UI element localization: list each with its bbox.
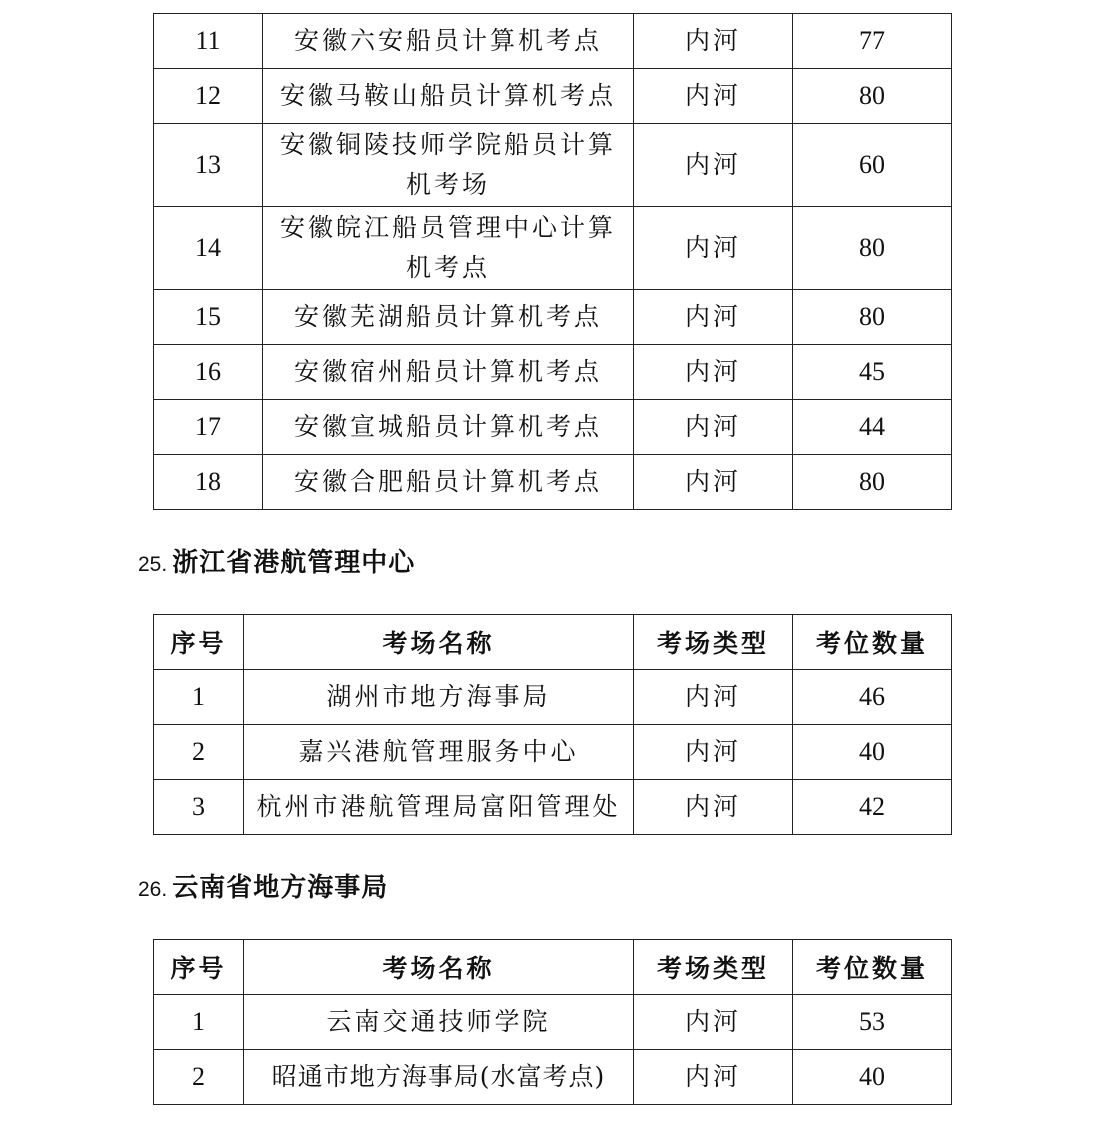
table-row: [154, 14, 952, 69]
row-number: 15: [154, 290, 263, 345]
section-title: 浙江省港航管理中心: [172, 548, 416, 578]
yunnan-exam-site-table: [153, 939, 952, 1105]
table-header-row: [154, 940, 952, 995]
seat-count: 80: [793, 207, 952, 290]
table-row: [154, 725, 952, 780]
row-number: 1: [154, 670, 244, 725]
section-number: 26.: [138, 878, 168, 901]
row-number: 2: [154, 1050, 244, 1105]
exam-site-type: 内河: [634, 1050, 793, 1105]
exam-site-name: 湖州市地方海事局: [244, 670, 634, 725]
seat-count: 45: [793, 345, 952, 400]
table-row: [154, 995, 952, 1050]
table-row: [154, 670, 952, 725]
table-row: [154, 69, 952, 124]
exam-site-type: 内河: [634, 780, 793, 835]
exam-site-name-line-1: 安徽铜陵技师学院船员计算: [279, 130, 616, 159]
row-number: 16: [154, 345, 263, 400]
exam-site-name: [263, 207, 634, 290]
seat-count: 77: [793, 14, 952, 69]
row-number: 11: [154, 14, 263, 69]
header-site-name: 考场名称: [244, 940, 634, 995]
exam-site-type: 内河: [634, 69, 793, 124]
seat-count: 80: [793, 455, 952, 510]
exam-site-type: 内河: [634, 400, 793, 455]
header-site-type: 考场类型: [634, 615, 793, 670]
exam-site-type: 内河: [634, 207, 793, 290]
seat-count: 42: [793, 780, 952, 835]
header-site-name: 考场名称: [244, 615, 634, 670]
exam-site-name: [263, 124, 634, 207]
seat-count: 44: [793, 400, 952, 455]
exam-site-name-line-2: 机考场: [405, 170, 490, 199]
table-row: [154, 1050, 952, 1105]
exam-site-name-line-2: 机考点: [405, 253, 490, 282]
exam-site-name-line-1: 安徽皖江船员管理中心计算: [279, 213, 616, 242]
header-site-type: 考场类型: [634, 940, 793, 995]
row-number: 12: [154, 69, 263, 124]
seat-count: 40: [793, 1050, 952, 1105]
exam-site-name: 安徽六安船员计算机考点: [263, 14, 634, 69]
table-row: [154, 400, 952, 455]
table-row: [154, 207, 952, 290]
exam-site-type: 内河: [634, 124, 793, 207]
table-row: [154, 124, 952, 207]
exam-site-type: 内河: [634, 725, 793, 780]
exam-site-name: 嘉兴港航管理服务中心: [244, 725, 634, 780]
seat-count: 80: [793, 69, 952, 124]
seat-count: 40: [793, 725, 952, 780]
header-number: 序号: [154, 940, 244, 995]
exam-site-type: 内河: [634, 670, 793, 725]
exam-site-name: 安徽马鞍山船员计算机考点: [263, 69, 634, 124]
section-number: 25.: [138, 553, 168, 576]
header-number: 序号: [154, 615, 244, 670]
table-header-row: [154, 615, 952, 670]
seat-count: 80: [793, 290, 952, 345]
section-title: 云南省地方海事局: [172, 873, 389, 903]
exam-site-name: 杭州市港航管理局富阳管理处: [244, 780, 634, 835]
section-heading-zhejiang: [138, 543, 415, 583]
seat-count: 53: [793, 995, 952, 1050]
seat-count: 60: [793, 124, 952, 207]
header-seat-count: 考位数量: [793, 940, 952, 995]
exam-site-name: 安徽合肥船员计算机考点: [263, 455, 634, 510]
section-heading-yunnan: [138, 868, 388, 908]
exam-site-name: 云南交通技师学院: [244, 995, 634, 1050]
anhui-exam-site-table: [153, 13, 952, 510]
row-number: 1: [154, 995, 244, 1050]
row-number: 14: [154, 207, 263, 290]
exam-site-name: 安徽芜湖船员计算机考点: [263, 290, 634, 345]
row-number: 13: [154, 124, 263, 207]
exam-site-type: 内河: [634, 995, 793, 1050]
exam-site-name: 昭通市地方海事局(水富考点): [244, 1050, 634, 1105]
header-seat-count: 考位数量: [793, 615, 952, 670]
row-number: 3: [154, 780, 244, 835]
exam-site-type: 内河: [634, 14, 793, 69]
table-row: [154, 780, 952, 835]
exam-site-type: 内河: [634, 455, 793, 510]
zhejiang-exam-site-table: [153, 614, 952, 835]
exam-site-name: 安徽宿州船员计算机考点: [263, 345, 634, 400]
row-number: 18: [154, 455, 263, 510]
table-row: [154, 345, 952, 400]
table-row: [154, 455, 952, 510]
row-number: 2: [154, 725, 244, 780]
seat-count: 46: [793, 670, 952, 725]
table-row: [154, 290, 952, 345]
exam-site-type: 内河: [634, 290, 793, 345]
exam-site-type: 内河: [634, 345, 793, 400]
exam-site-name: 安徽宣城船员计算机考点: [263, 400, 634, 455]
row-number: 17: [154, 400, 263, 455]
